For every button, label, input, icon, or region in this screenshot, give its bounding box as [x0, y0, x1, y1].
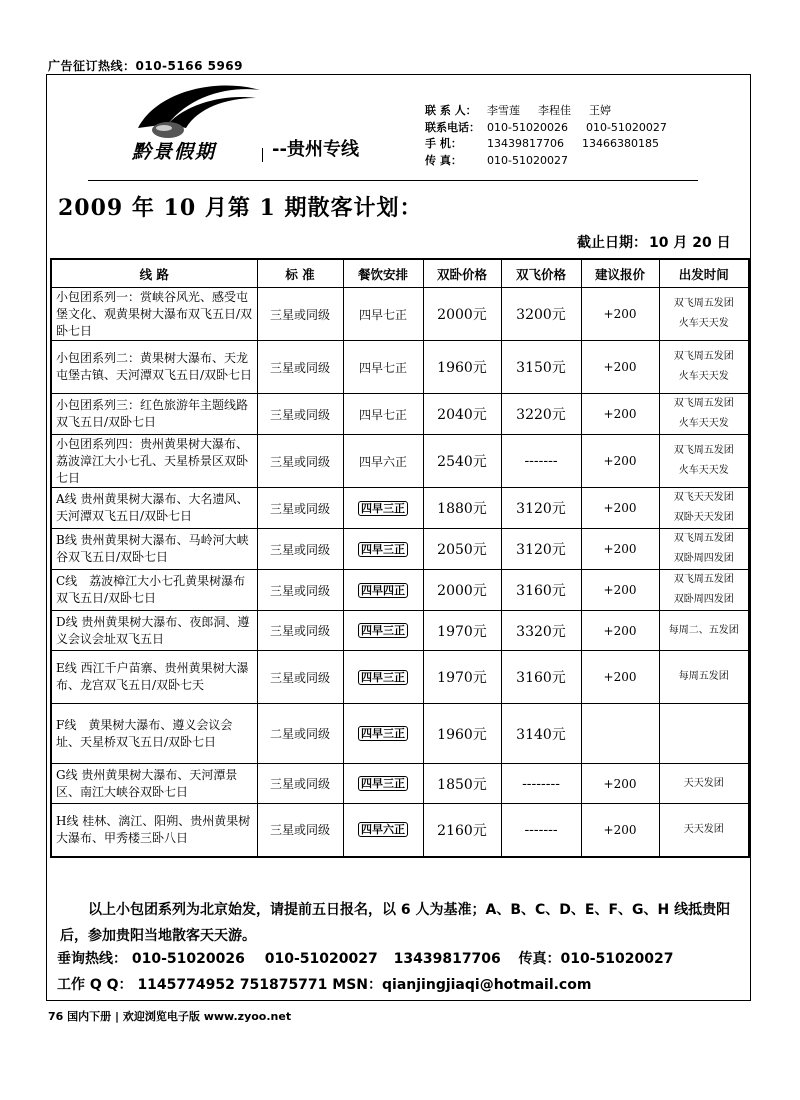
- suggested-price-cell: +200: [581, 651, 659, 704]
- departure-cell: [659, 611, 749, 651]
- meals-cell: [343, 488, 423, 529]
- suggested-price-cell: +200: [581, 611, 659, 651]
- departure-cell: [659, 651, 749, 704]
- route-cell: H线 桂林、漓江、阳朔、贵州黄果树大瀑布、甲秀楼三卧八日: [51, 804, 257, 857]
- tour-plan-table: [50, 258, 750, 858]
- meals-cell: [343, 704, 423, 764]
- route-cell: D线 贵州黄果树大瀑布、夜郎洞、遵义会议会址双飞五日: [51, 611, 257, 651]
- plan-title: 2009 年 10 月第 1 期散客计划：: [58, 195, 423, 221]
- work-contact-row: [57, 974, 591, 994]
- meals-value: 四早六正: [358, 822, 408, 837]
- table-body: [51, 288, 749, 857]
- header-rule: [88, 180, 698, 181]
- departure-line: 双飞周五发团: [673, 298, 734, 309]
- meals-value: 四早七正: [358, 307, 407, 322]
- meals-cell: [343, 570, 423, 611]
- table-row: [51, 288, 749, 341]
- meals-value: 四早七正: [358, 407, 407, 422]
- departure-cell: [659, 529, 749, 570]
- deadline-value: 10 月 20 日: [649, 235, 731, 251]
- route-cell: 小包团系列四：贵州黄果树大瀑布、荔波漳江大小七孔、天星桥景区双卧七日: [51, 435, 257, 488]
- departure-line: 天天发团: [683, 777, 724, 789]
- contact-row-people: [425, 103, 685, 120]
- suggested-price-cell: +200: [581, 570, 659, 611]
- departure-line: 火车天天发: [678, 465, 729, 476]
- contact-label: 传 真：: [425, 153, 462, 167]
- table-row: [51, 804, 749, 857]
- route-cell: C线 荔波樟江大小七孔黄果树瀑布双飞五日/双卧七日: [51, 570, 257, 611]
- contact-mobile: 13466380185: [581, 137, 659, 150]
- qq-label: 工作 Q Q：: [57, 977, 133, 993]
- fax-number: 010-51020027: [560, 951, 674, 967]
- table-row: [51, 651, 749, 704]
- table-row: [51, 488, 749, 529]
- flight-price-cell: 3120元: [501, 529, 581, 570]
- flight-price-cell: 3160元: [501, 570, 581, 611]
- hotline-mobile: 13439817706: [393, 951, 501, 967]
- route-cell: B线 贵州黄果树大瀑布、马岭河大峡谷双飞五日/双卧七日: [51, 529, 257, 570]
- col-header-departure: 出发时间: [659, 259, 749, 288]
- sleeper-price-cell: 1880元: [423, 488, 501, 529]
- hotline-row: [57, 948, 673, 968]
- route-cell: A线 贵州黄果树大瀑布、大名遗风、天河潭双飞五日/双卧七日: [51, 488, 257, 529]
- departure-cell: [659, 341, 749, 394]
- departure-line: 双飞周五发团: [673, 533, 734, 544]
- departure-line: 天天发团: [683, 823, 724, 835]
- col-header-standard: 标 准: [257, 259, 343, 288]
- meals-cell: [343, 611, 423, 651]
- hotline-phone: 010-51020026: [131, 951, 245, 967]
- sleeper-price-cell: 2000元: [423, 288, 501, 341]
- qq-number: 751875771: [239, 977, 328, 993]
- suggested-price-cell: +200: [581, 394, 659, 435]
- route-cell: 小包团系列一：赏峡谷风光、感受屯堡文化、观黄果树大瀑布双飞五日/双卧七日: [51, 288, 257, 341]
- col-header-meals: 餐饮安排: [343, 259, 423, 288]
- meals-value: 四早三正: [358, 501, 408, 516]
- departure-cell: [659, 435, 749, 488]
- meals-value: 四早七正: [358, 360, 407, 375]
- flight-price-cell: 3120元: [501, 488, 581, 529]
- meals-value: 四早三正: [358, 670, 408, 685]
- hotline-phone: 010-51020027: [264, 951, 378, 967]
- sleeper-price-cell: 2000元: [423, 570, 501, 611]
- sleeper-price-cell: 2540元: [423, 435, 501, 488]
- meals-value: 四早四正: [358, 583, 408, 598]
- flight-price-cell: 3160元: [501, 651, 581, 704]
- flight-price-cell: 3150元: [501, 341, 581, 394]
- line-title: --贵州专线: [272, 139, 359, 160]
- suggested-price-cell: +200: [581, 764, 659, 804]
- page-number: 76: [48, 1010, 64, 1023]
- deadline-label: 截止日期：: [577, 235, 647, 251]
- departure-line: 双卧周四发团: [673, 553, 734, 564]
- contact-label: 联 系 人：: [425, 104, 477, 117]
- suggested-price-cell: [581, 704, 659, 764]
- flight-price-cell: 3320元: [501, 611, 581, 651]
- table-row: [51, 341, 749, 394]
- departure-line: 火车天天发: [678, 418, 729, 429]
- sleeper-price-cell: 1960元: [423, 341, 501, 394]
- contact-person: 王婷: [589, 104, 611, 117]
- departure-line: 双飞周五发团: [673, 574, 734, 585]
- table-row: [51, 611, 749, 651]
- table-row: [51, 529, 749, 570]
- footer-slogan: 欢迎浏览电子版: [122, 1010, 200, 1023]
- flight-price-cell: -------: [501, 435, 581, 488]
- departure-cell: [659, 764, 749, 804]
- departure-cell: [659, 488, 749, 529]
- meals-cell: [343, 529, 423, 570]
- table-row: [51, 435, 749, 488]
- flight-price-cell: 3140元: [501, 704, 581, 764]
- divider: [262, 148, 263, 162]
- suggested-price-cell: +200: [581, 288, 659, 341]
- meals-value: 四早三正: [358, 726, 408, 741]
- standard-cell: 三星或同级: [257, 611, 343, 651]
- meals-value: 四早三正: [358, 623, 408, 638]
- route-cell: F线 黄果树大瀑布、遵义会议会址、天星桥双飞五日/双卧七日: [51, 704, 257, 764]
- sleeper-price-cell: 2050元: [423, 529, 501, 570]
- flight-price-cell: 3200元: [501, 288, 581, 341]
- meals-cell: [343, 288, 423, 341]
- route-cell: E线 西江千户苗寨、贵州黄果树大瀑布、龙宫双飞五日/双卧七天: [51, 651, 257, 704]
- sleeper-price-cell: 1850元: [423, 764, 501, 804]
- msn-label: MSN：: [332, 977, 383, 993]
- deadline: [577, 232, 731, 252]
- suggested-price-cell: +200: [581, 435, 659, 488]
- meals-cell: [343, 394, 423, 435]
- flight-price-cell: 3220元: [501, 394, 581, 435]
- suggested-price-cell: +200: [581, 341, 659, 394]
- contact-phone: 010-51020026: [487, 120, 568, 134]
- meals-cell: [343, 341, 423, 394]
- departure-line: 火车天天发: [678, 318, 729, 329]
- standard-cell: 三星或同级: [257, 435, 343, 488]
- meals-cell: [343, 435, 423, 488]
- swoosh-logo-icon: [128, 80, 268, 140]
- standard-cell: 三星或同级: [257, 488, 343, 529]
- contact-label: 手 机：: [425, 137, 462, 150]
- flight-price-cell: --------: [501, 764, 581, 804]
- departure-line: 每周二、五发团: [668, 624, 739, 636]
- contact-row-fax: [425, 153, 685, 170]
- departure-line: 双卧周四发团: [673, 594, 734, 605]
- departure-line: 双卧天天发团: [673, 512, 734, 523]
- contact-block: [425, 103, 685, 169]
- meals-value: 四早三正: [358, 542, 408, 557]
- brand-name: 黔景假期: [132, 141, 217, 163]
- page-footer: [48, 1008, 291, 1024]
- standard-cell: 三星或同级: [257, 341, 343, 394]
- departure-cell: [659, 394, 749, 435]
- table-row: [51, 570, 749, 611]
- msn-address[interactable]: qianjingjiaqi@hotmail.com: [382, 977, 592, 993]
- standard-cell: 三星或同级: [257, 570, 343, 611]
- table-row: [51, 704, 749, 764]
- route-cell: 小包团系列二：黄果树大瀑布、天龙屯堡古镇、天河潭双飞五日/双卧七日: [51, 341, 257, 394]
- departure-line: 火车天天发: [678, 371, 729, 382]
- contact-person: 李程佳: [538, 104, 571, 117]
- footer-url[interactable]: www.zyoo.net: [203, 1010, 292, 1023]
- meals-value: 四早六正: [358, 454, 407, 469]
- meals-cell: [343, 804, 423, 857]
- contact-fax: 010-51020027: [487, 153, 568, 167]
- ad-hotline: 广告征订热线：010-5166 5969: [48, 59, 244, 73]
- contact-mobile: 13439817706: [487, 137, 564, 150]
- suggested-price-cell: +200: [581, 488, 659, 529]
- sleeper-price-cell: 1970元: [423, 611, 501, 651]
- standard-cell: 三星或同级: [257, 288, 343, 341]
- departure-cell: [659, 704, 749, 764]
- contact-row-phone: [425, 120, 685, 137]
- sleeper-price-cell: 1970元: [423, 651, 501, 704]
- route-cell: 小包团系列三：红色旅游年主题线路双飞五日/双卧七日: [51, 394, 257, 435]
- fax-label: 传真：: [518, 951, 561, 967]
- qq-number: 1145774952: [137, 977, 235, 993]
- contact-label: 联系电话：: [425, 120, 480, 134]
- sleeper-price-cell: 1960元: [423, 704, 501, 764]
- standard-cell: 三星或同级: [257, 394, 343, 435]
- col-header-route: 线 路: [51, 259, 257, 288]
- table-row: [51, 394, 749, 435]
- standard-cell: 三星或同级: [257, 804, 343, 857]
- sleeper-price-cell: 2160元: [423, 804, 501, 857]
- route-cell: G线 贵州黄果树大瀑布、天河潭景区、南江大峡谷双卧七日: [51, 764, 257, 804]
- departure-line: 双飞天天发团: [673, 492, 734, 503]
- departure-cell: [659, 570, 749, 611]
- col-header-sleeper-price: 双卧价格: [423, 259, 501, 288]
- departure-line: 每周五发团: [678, 671, 729, 682]
- departure-line: 双飞周五发团: [673, 445, 734, 456]
- standard-cell: 三星或同级: [257, 529, 343, 570]
- contact-row-mobile: [425, 136, 685, 153]
- departure-cell: [659, 804, 749, 857]
- booking-note: 以上小包团系列为北京始发，请提前五日报名，以 6 人为基准；A、B、C、D、E、F、G、H 线抵贵阳后，参加贵阳当地散客天天游。: [60, 902, 731, 944]
- meals-cell: [343, 764, 423, 804]
- table-row: [51, 764, 749, 804]
- contact-person: 李雪莲: [487, 104, 520, 117]
- table-header-row: [51, 259, 749, 288]
- sleeper-price-cell: 2040元: [423, 394, 501, 435]
- departure-cell: [659, 288, 749, 341]
- standard-cell: 三星或同级: [257, 651, 343, 704]
- departure-line: 双飞周五发团: [673, 351, 734, 362]
- departure-line: 双飞周五发团: [673, 398, 734, 409]
- hotline-label: 垂询热线：: [57, 951, 127, 967]
- suggested-price-cell: +200: [581, 529, 659, 570]
- meals-value: 四早三正: [358, 776, 408, 791]
- suggested-price-cell: +200: [581, 804, 659, 857]
- footer-separator: |: [115, 1010, 120, 1023]
- contact-phone: 010-51020027: [585, 120, 667, 134]
- section-name: 国内下册: [67, 1010, 112, 1023]
- standard-cell: 二星或同级: [257, 704, 343, 764]
- col-header-flight-price: 双飞价格: [501, 259, 581, 288]
- meals-cell: [343, 651, 423, 704]
- flight-price-cell: -------: [501, 804, 581, 857]
- col-header-suggested-price: 建议报价: [581, 259, 659, 288]
- standard-cell: 三星或同级: [257, 764, 343, 804]
